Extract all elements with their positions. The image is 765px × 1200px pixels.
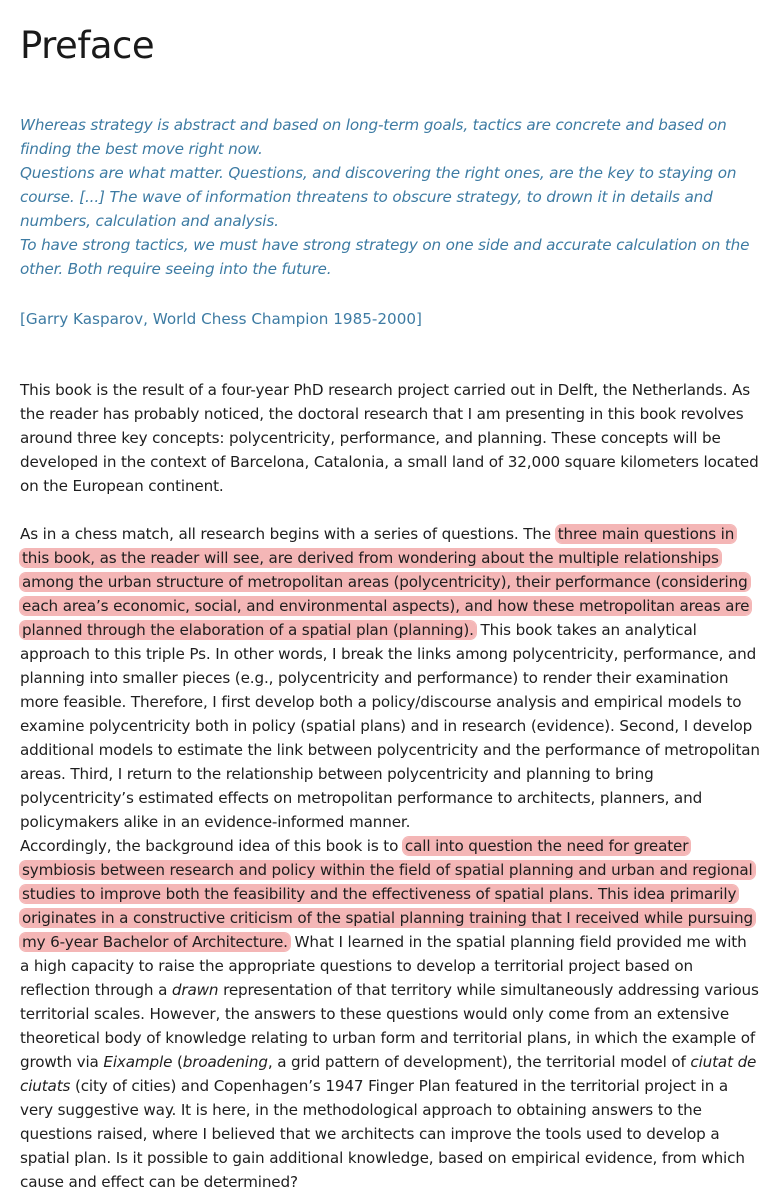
page-title: Preface — [20, 24, 155, 67]
paragraph-text: As in a chess match, all research begins with a series of questions. The — [20, 525, 556, 543]
epigraph-line: Whereas strategy is abstract and based on long-term goals, tactics are concrete and based on finding the best move right now. — [20, 116, 727, 158]
epigraph — [20, 113, 755, 281]
paragraph-3 — [20, 834, 760, 1194]
paragraph-text: What I learned in the spatial planning field provided me with a high capacity to raise the appropriate questions to develop a territorial project based on reflection through a — [20, 933, 747, 999]
paragraph-2 — [20, 522, 760, 834]
italic-term: broadening — [182, 1053, 268, 1071]
italic-term: Eixample — [103, 1053, 173, 1071]
highlighted-passage[interactable]: call into question the need for greater symbiosis between research and policy within the field of spatial planning and urban and regional studies to improve both the feasibility and the effectiveness of spatial plans. This idea primarily originates in a constructive criticism of the spatial planning training that I received while pursuing my 6-year Bachelor of Architecture. — [22, 837, 754, 951]
italic-term: drawn — [171, 981, 219, 999]
epigraph-line: Questions are what matter. Questions, and discovering the right ones, are the key to staying on course. [...] The wave of information threatens to obscure strategy, to drown it in details and numbers, calculation and analysis. — [20, 164, 737, 230]
highlighted-passage[interactable]: three main questions in this book, as the reader will see, are derived from wondering about the multiple relationships among the urban structure of metropolitan areas (polycentricity), their performance (considering each area’s economic, social, and environmental aspects), and how these metropolitan areas are planned through the elaboration of a spatial plan (planning). — [22, 525, 750, 639]
epigraph-line: To have strong tactics, we must have strong strategy on one side and accurate calculation on the other. Both require seeing into the future. — [20, 236, 750, 278]
paragraph-text: This book takes an analytical approach to this triple Ps. In other words, I break the links among polycentricity, performance, and planning into smaller pieces (e.g., polycentricity and performance) to render their examination more feasible. Therefore, I first develop both a policy/discourse analysis and empirical models to examine polycentricity both in policy (spatial plans) and in research (evidence). Second, I develop additional models to estimate the link between polycentricity and the performance of metropolitan areas. Third, I return to the relationship between polycentricity and planning to bring polycentricity’s estimated effects on metropolitan performance to architects, planners, and policymakers alike in an evidence-informed manner. — [20, 621, 760, 831]
paragraph-text: ( — [172, 1053, 183, 1071]
paragraph-1: This book is the result of a four-year PhD research project carried out in Delft, the Netherlands. As the reader has probably noticed, the doctoral research that I am presenting in this book revolves around three key concepts: polycentricity, performance, and planning. These concepts will be developed in the context of Barcelona, Catalonia, a small land of 32,000 square kilometers located on the European continent. — [20, 381, 759, 495]
paragraph-text: (city of cities) and Copenhagen’s 1947 Finger Plan featured in the territorial project in a very suggestive way. It is here, in the methodological approach to obtaining answers to the questions raised, where I believed that we architects can improve the tools used to develop a spatial plan. Is it possible to gain additional knowledge, based on empirical evidence, from which cause and effect can be determined? — [20, 1077, 745, 1191]
paragraph-text: , a grid pattern of development), the territorial model of — [267, 1053, 691, 1071]
paragraph-text: representation of that territory while simultaneously addressing various territorial scales. However, the answers to these questions would only come from an extensive theoretical body of knowledge relating to urban form and territorial plans, in which the example of growth via — [20, 981, 759, 1071]
epigraph-attribution: [Garry Kasparov, World Chess Champion 1985-2000] — [20, 310, 422, 328]
paragraph-text: Accordingly, the background idea of this book is to — [20, 837, 403, 855]
italic-term: ciutat de ciutats — [20, 1053, 757, 1095]
